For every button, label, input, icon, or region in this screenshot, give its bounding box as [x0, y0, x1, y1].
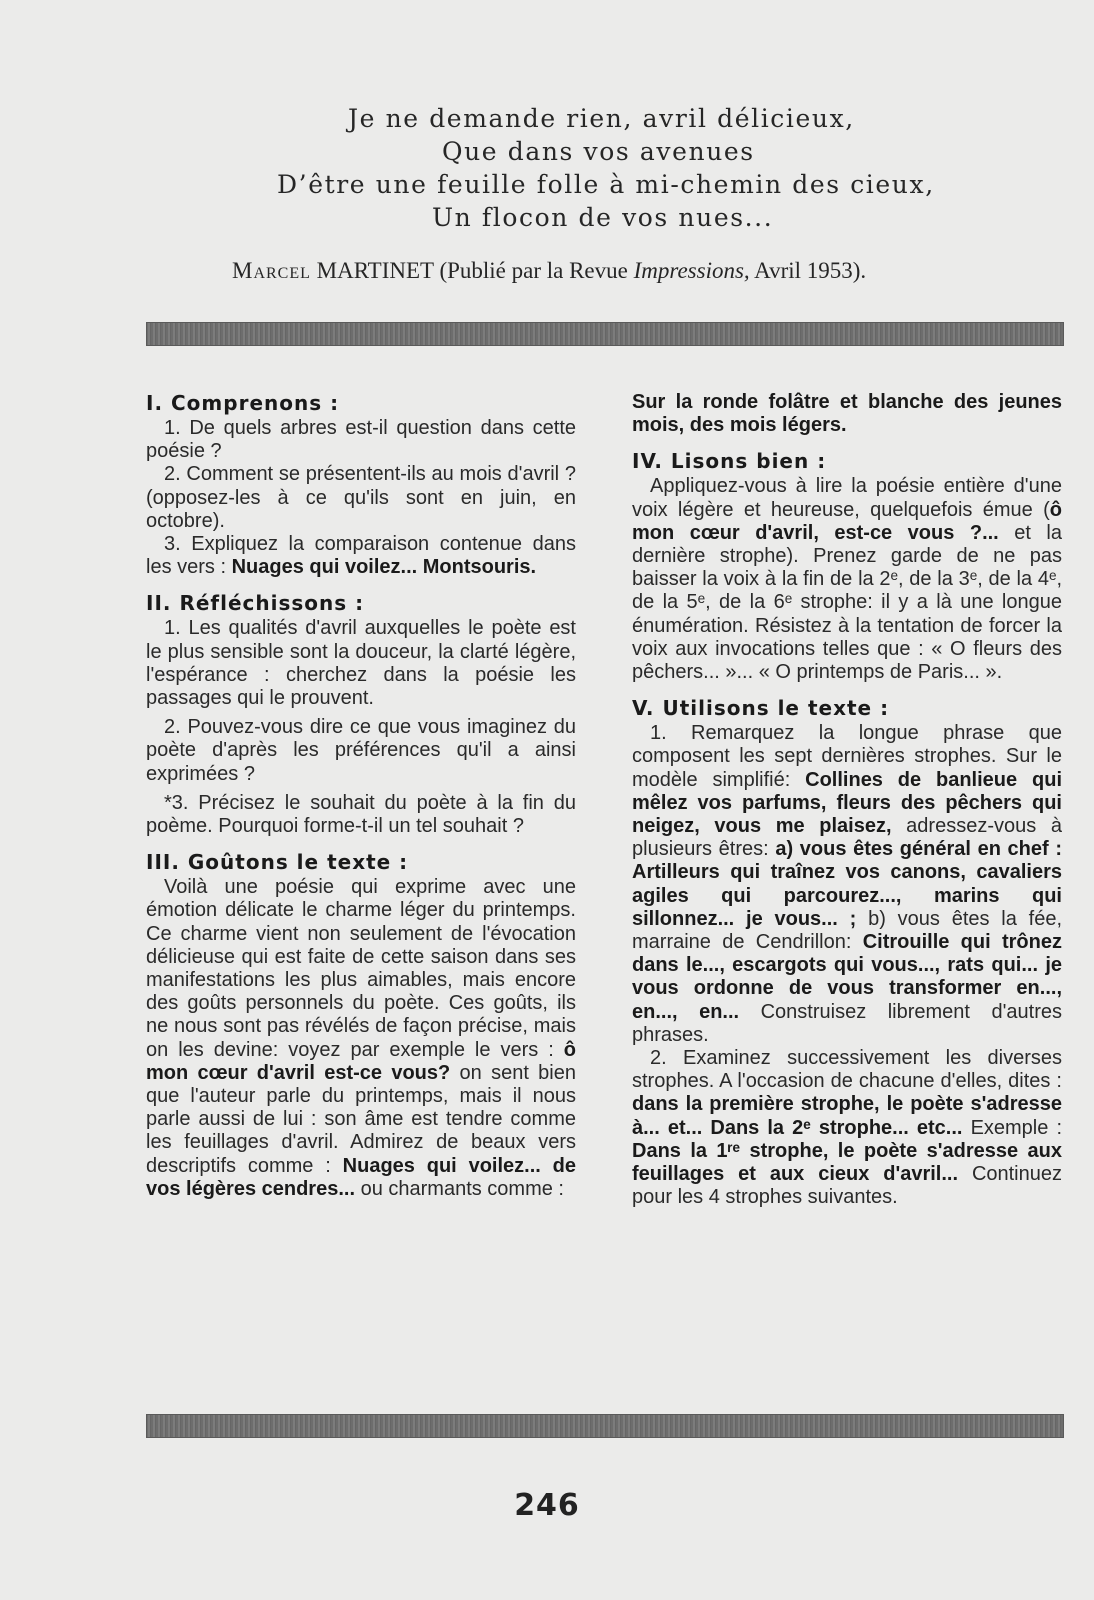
paragraph-text: [632, 722, 1062, 1047]
quoted-verse: Sur la ronde folâtre et blanche des jeunes mois, des mois légers.: [632, 391, 1062, 437]
model-phrase: a) vous êtes général en chef : Artilleurs qui traînez vos canons, cavaliers agiles qui parcourez..., marins qui sillonnez... je vous... ;: [632, 838, 1062, 930]
text-run: on sent bien que l'auteur parle du printemps, mais il nous parle aussi de lui : son âme est tendre comme les feuillages d'avril. Admirez de beaux vers descriptifs comme :: [146, 1061, 576, 1177]
model-phrase: Collines de banlieue qui mêlez vos parfums, fleurs des pêchers qui neigez, vous me plaisez,: [632, 768, 1062, 838]
text-run: Continuez pour les 4 strophes suivantes.: [632, 1163, 1062, 1209]
text-run: Construisez librement d'autres phrases.: [632, 1000, 1062, 1046]
question-text: 1. De quels arbres est-il question dans cette poésie ?: [146, 417, 576, 463]
text-run: 1. Remarquez la longue phrase que composent les sept dernières strophes. Sur le modèle simplifié:: [632, 722, 1062, 791]
model-phrase: Citrouille qui trônez dans le..., escargots qui vous..., rats qui... je vous ordonne de vous transformer en..., en..., en...: [632, 931, 1062, 1023]
poem-line: Que dans vos avenues: [442, 137, 755, 166]
text-run: Exemple :: [970, 1116, 1062, 1139]
question-text: [146, 533, 576, 579]
paragraph-continuation: [632, 391, 1062, 437]
paragraph-text: [632, 1047, 1062, 1209]
section-heading: III. Goûtons le texte :: [146, 850, 409, 875]
quoted-verse: ô mon cœur d'avril est-ce vous?: [146, 1038, 576, 1084]
question-text: 2. Comment se présentent-ils au mois d'avril ? (opposez-les à ce qu'ils sont en juin, en octobre).: [146, 463, 576, 532]
quoted-verse: Nuages qui voilez... Montsouris.: [231, 556, 537, 579]
section-heading: II. Réfléchissons :: [146, 591, 365, 616]
paragraph-text: [146, 876, 576, 1201]
poem-line: D’être une feuille folle à mi-chemin des cieux,: [277, 170, 935, 199]
right-column: [632, 391, 1062, 1210]
publication-name: Impressions,: [633, 258, 750, 283]
section-heading: I. Comprenons :: [146, 391, 340, 415]
text-run: ou charmants comme :: [360, 1177, 564, 1200]
author-last-name: MARTINET: [316, 258, 434, 283]
question-prefix: 3. Expliquez la comparaison contenue dans les vers :: [146, 533, 576, 579]
question-text: *3. Précisez le souhait du poète à la fin du poème. Pourquoi forme-t-il un tel souhait ?: [146, 791, 576, 838]
text-run: 2. Examinez successivement les diverses strophes. A l'occasion de chacune d'elles, dites :: [632, 1047, 1062, 1093]
paragraph-text: [632, 475, 1062, 684]
model-phrase: Dans la 1ʳᵉ strophe, le poète s'adresse aux feuillages et aux cieux d'avril...: [632, 1139, 1062, 1186]
left-column: [146, 391, 576, 1201]
publication-prefix: (Publié par la Revue: [439, 258, 628, 283]
section-heading: IV. Lisons bien :: [632, 449, 827, 474]
poem-line: Je ne demande rien, avril délicieux,: [348, 104, 855, 133]
page-number: 246: [514, 1488, 580, 1523]
quoted-verse: ô mon cœur d'avril, est-ce vous ?...: [632, 498, 1062, 544]
question-text: 1. Les qualités d'avril auxquelles le poète est le plus sensible sont la douceur, la clarté légère, l'espérance : cherchez dans la poésie les passages qui le prouvent.: [146, 617, 576, 710]
top-divider-bar: [146, 322, 1064, 346]
poem-line: Un flocon de vos nues...: [432, 203, 774, 232]
poem-attribution: [232, 258, 1032, 284]
text-run: Voilà une poésie qui exprime avec une émotion délicate le charme léger du printemps. Ce charme vient non seulement de l'évocation délicieuse qui est faite de cette saison dans ses manifestations les plus aimables, mais encore des goûts personnels du poète. Ces goûts, ils ne nous sont pas révélés de façon précise, mais on les devine: voyez par exemple le vers :: [146, 876, 576, 1061]
text-run: et la dernière strophe). Prenez garde de ne pas baisser la voix à la fin de la 2ᵉ, de la 3ᵉ, de la 4ᵉ, de la 5ᵉ, de la 6ᵉ strophe: il y a là une longue énumération. Résistez à la tentation de forcer la voix aux invocations telles que : « O fleurs des pêchers... »... « O printemps de Paris... ».: [632, 521, 1062, 684]
publication-date: Avril 1953).: [754, 258, 867, 283]
quoted-verse: Nuages qui voilez... de vos légères cendres...: [146, 1154, 577, 1200]
text-run: adressez-vous à plusieurs êtres:: [632, 815, 1062, 861]
text-run: Appliquez-vous à lire la poésie entière d'une voix légère et heureuse, quelquefois émue (: [632, 475, 1062, 521]
section-heading: V. Utilisons le texte :: [632, 696, 890, 721]
bottom-divider-bar: [146, 1414, 1064, 1438]
author-first-name: Marcel: [232, 258, 311, 283]
question-text: 2. Pouvez-vous dire ce que vous imaginez du poète d'après les préférences qu'il a ainsi exprimées ?: [146, 716, 576, 785]
text-run: b) vous êtes la fée, marraine de Cendrillon:: [632, 907, 1062, 954]
model-phrase: dans la première strophe, le poète s'adresse à... et... Dans la 2ᵉ strophe... etc...: [632, 1093, 1062, 1139]
